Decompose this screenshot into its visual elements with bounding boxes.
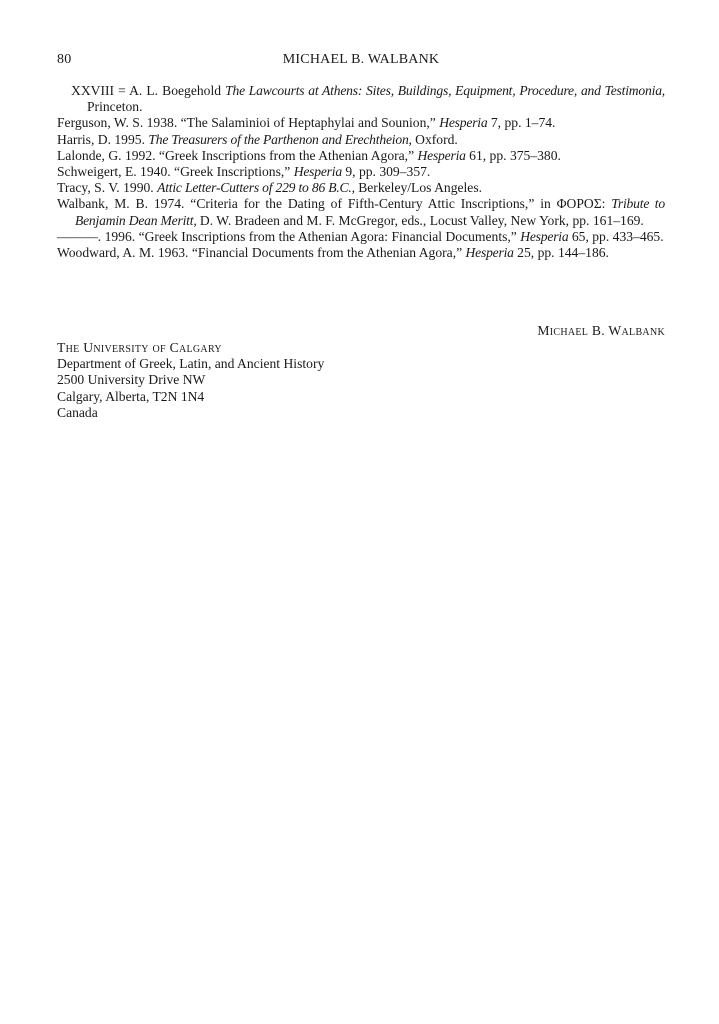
reference-entry: Walbank, M. B. 1974. “Criteria for the Dating of Fifth-Century Attic Inscriptions,” in ΦΟΡΟΣ: Tribute to Benjamin Dean Meritt, D. W. Bradeen and M. F. McGregor, eds., Locust Valley, New York, pp. 161–169. — [57, 196, 665, 228]
page-number: 80 — [57, 52, 72, 67]
city-line: Calgary, Alberta, T2N 1N4 — [57, 388, 205, 404]
reference-entry: Harris, D. 1995. The Treasurers of the Parthenon and Erechtheion, Oxford. — [57, 131, 458, 147]
department: Department of Greek, Latin, and Ancient History — [57, 356, 325, 372]
country: Canada — [57, 404, 98, 420]
reference-entry: XXVIII = A. L. Boegehold The Lawcourts at Athens: Sites, Buildings, Equipment, Procedure, and Testimonia, Princeton. — [71, 83, 665, 115]
page-header — [57, 52, 665, 72]
reference-entry: Woodward, A. M. 1963. “Financial Documents from the Athenian Agora,” Hesperia 25, pp. 144–186. — [57, 245, 609, 261]
reference-entry: Lalonde, G. 1992. “Greek Inscriptions from the Athenian Agora,” Hesperia 61, pp. 375–380. — [57, 147, 561, 163]
institution: The University of Calgary — [57, 340, 222, 355]
running-head: MICHAEL B. WALBANK — [282, 52, 440, 67]
street-address: 2500 University Drive NW — [57, 372, 206, 388]
author-address — [57, 340, 324, 421]
reference-entry: ———. 1996. “Greek Inscriptions from the Athenian Agora: Financial Documents,” Hesperia 65, pp. 433–465. — [57, 228, 664, 244]
reference-entry: Ferguson, W. S. 1938. “The Salaminioi of Heptaphylai and Sounion,” Hesperia 7, pp. 1–74. — [57, 115, 556, 131]
reference-list — [57, 83, 665, 261]
author-signature: Michael B. Walbank — [537, 323, 665, 338]
reference-entry: Tracy, S. V. 1990. Attic Letter-Cutters of 229 to 86 B.C., Berkeley/Los Angeles. — [57, 180, 483, 196]
reference-entry: Schweigert, E. 1940. “Greek Inscriptions,” Hesperia 9, pp. 309–357. — [57, 164, 431, 180]
